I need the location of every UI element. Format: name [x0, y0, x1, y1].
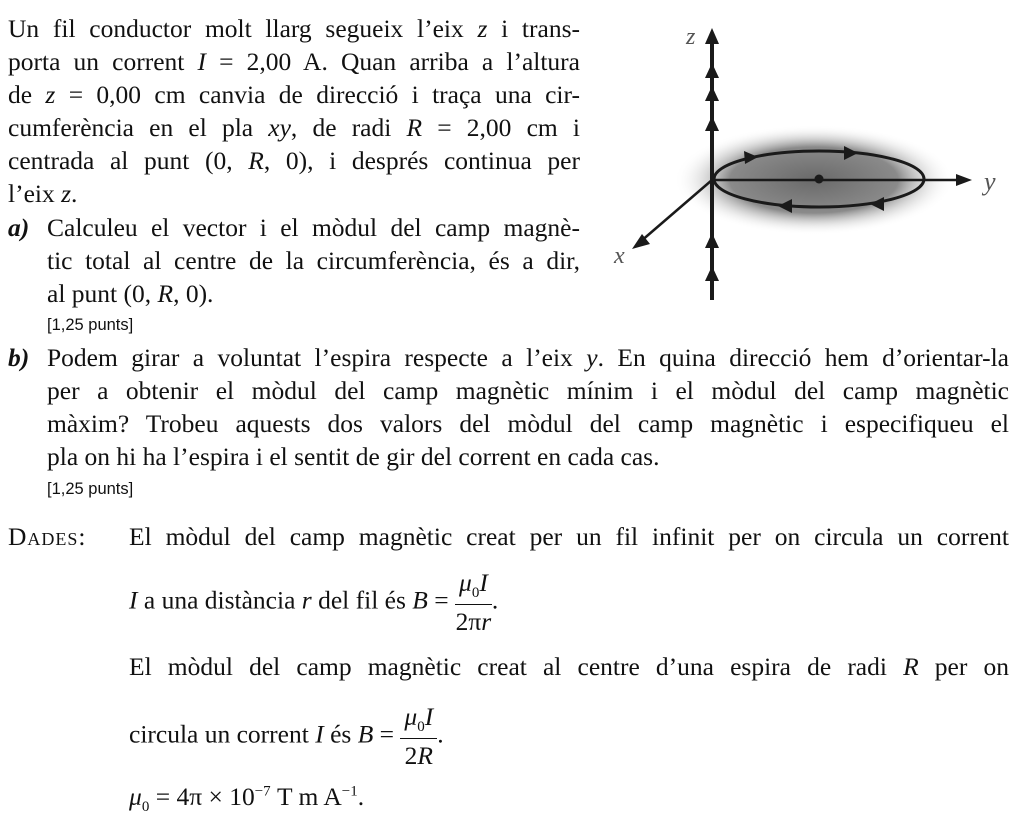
intro-line-4: cumferència en el pla xy, de radi R = 2,00 cm i — [8, 113, 580, 142]
question-a-line-2: tic total al centre de la circumferència, és a dir, — [47, 246, 580, 275]
current-arrow-5 — [705, 266, 719, 281]
question-b-points: [1,25 punts] — [47, 480, 134, 498]
current-arrow-1 — [705, 63, 719, 78]
axis-label-y: y — [984, 167, 996, 196]
bind-intro-l1 — [0, 0, 1, 1]
current-arrow-3 — [705, 116, 719, 131]
question-a-line-3: al punt (0, R, 0). — [47, 279, 214, 308]
z-axis-arrowhead — [705, 28, 719, 44]
data-label: Dades: — [8, 522, 87, 551]
intro-line-3: de z = 0,00 cm canvia de direcció i traça una cir- — [8, 80, 580, 109]
axis-label-z: z — [686, 24, 696, 50]
question-a-line-1: Calculeu el vector i el mòdul del camp magnè- — [47, 213, 580, 242]
current-arrow-2 — [705, 86, 719, 101]
question-b-line-2: per a obtenir el mòdul del camp magnètic mínim i el mòdul del camp magnètic — [47, 376, 1009, 405]
axis-label-x: x — [614, 243, 625, 269]
data-formula-wire: I a una distància r del fil és B = $\frac{\mu_0I}{2\pi r}$ . — [129, 568, 499, 637]
fraction-wire: $\frac{\mu_0I}{2\pi r}$ — [455, 568, 492, 637]
question-b-line-4: pla on hi ha l’espira i el sentit de gir del corrent en cada cas. — [47, 442, 660, 471]
question-b-line-1: Podem girar a voluntat l’espira respecte a l’eix y. En quina direcció hem d’orientar-la — [47, 343, 1009, 372]
text-source-bindings — [0, 0, 1, 1]
data-formula-loop: circula un corrent I és B = $\frac{\mu_0I}{2R}$ . — [129, 702, 444, 771]
mu0-constant: $\mu_0 = 4\pi \times 10^{-7}$ T m $A^{-1}$. — [129, 782, 365, 816]
question-a-points: [1,25 punts] — [47, 316, 134, 334]
question-b-line-3: màxim? Trobeu aquests dos valors del mòdul del camp magnètic i especifiqueu el — [47, 409, 1009, 438]
intro-line-1: Un fil conductor molt llarg segueix l’eix z i trans- — [8, 14, 580, 43]
question-b-label: b) — [8, 343, 30, 372]
intro-line-5: centrada al punt (0, R, 0), i després continua per — [8, 146, 580, 175]
current-arrow-4 — [705, 233, 719, 248]
intro-line-6: l’eix z. — [8, 179, 78, 208]
intro-line-2: porta un corrent I = 2,00 A. Quan arriba a l’altura — [8, 47, 580, 76]
y-axis-arrowhead — [956, 174, 972, 186]
loop-wire-figure — [592, 18, 1024, 308]
question-a-label: a) — [8, 213, 30, 242]
data-line-1: El mòdul del camp magnètic creat per un fil infinit per on circula un corrent — [129, 522, 1009, 551]
loop-center-point — [815, 175, 824, 184]
fraction-loop: $\frac{\mu_0I}{2R}$ — [400, 702, 437, 771]
data-line-3: El mòdul del camp magnètic creat al centre d’una espira de radi R per on — [129, 652, 1009, 681]
